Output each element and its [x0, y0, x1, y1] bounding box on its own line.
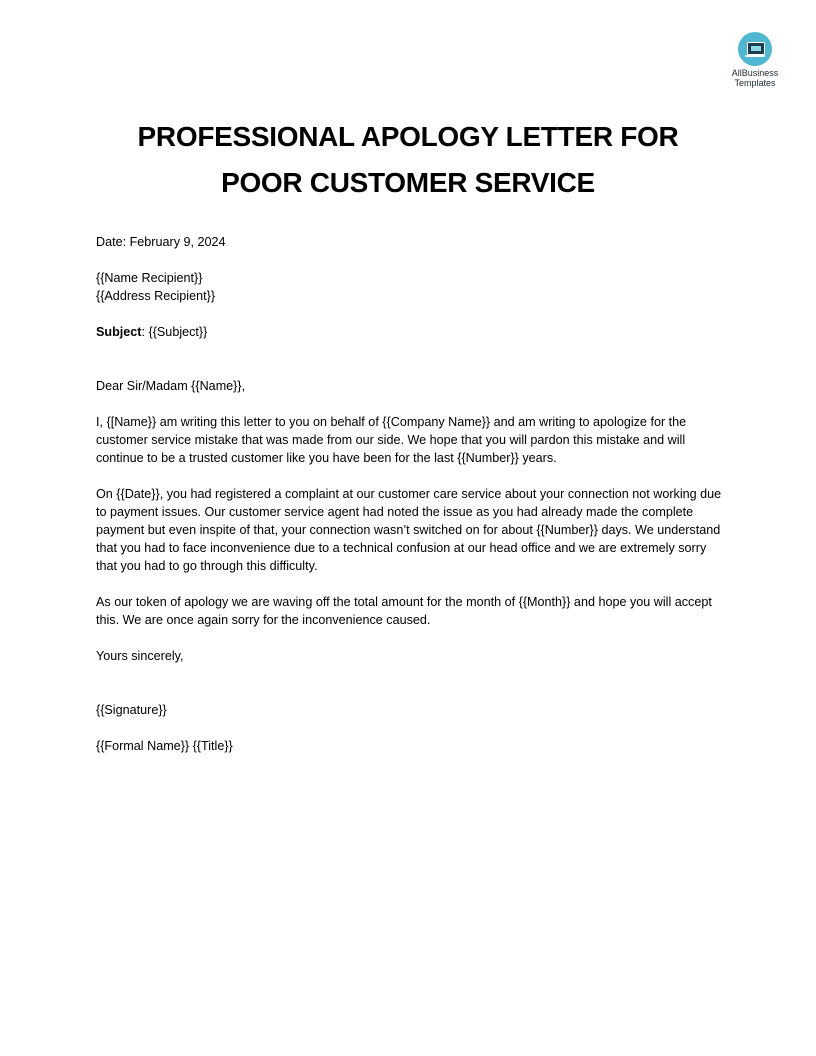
subject-label: Subject: [96, 325, 142, 339]
signature-placeholder: {{Signature}}: [96, 703, 167, 717]
laptop-icon: [738, 32, 772, 66]
title-line-2: POOR CUSTOMER SERVICE: [221, 167, 595, 198]
formal-name-title: {{Formal Name}} {{Title}}: [96, 739, 233, 753]
recipient-name: {{Name Recipient}}: [96, 271, 203, 285]
paragraph-2: On {{Date}}, you had registered a complaint at our customer care service about your connection not working due to payment issues. Our customer service agent had noted the issue as you had already made the complete payment but even inspite of that, your connection wasn’t switched on for about {{Number}} days. We understand that you had to face inconvenience due to a technical confusion at our head office and we are extremely sorry that you had to go through this difficulty.: [96, 487, 722, 573]
closing: Yours sincerely,: [96, 649, 184, 663]
paragraph-1: I, {[Name}} am writing this letter to you on behalf of {{Company Name}} and am writing to apologize for the customer service mistake that was made from our side. We hope that you will pardon this mistake and will continue to be a trusted customer like you have been for the last {{Number}} years.: [96, 415, 687, 465]
logo-text: AllBusiness Templates: [731, 68, 779, 88]
salutation: Dear Sir/Madam {{Name}},: [96, 379, 246, 393]
paragraph-3: As our token of apology we are waving off the total amount for the month of {{Month}} and hope you will accept this. We are once again sorry for the inconvenience caused.: [96, 595, 712, 627]
letter-date: Date: February 9, 2024: [96, 235, 226, 249]
document-title: [60, 114, 756, 206]
letter-body: [96, 233, 726, 755]
allbusiness-templates-logo: [722, 32, 788, 88]
subject-value: : {{Subject}}: [141, 325, 208, 339]
recipient-address: {{Address Recipient}}: [96, 289, 216, 303]
subject-line: [96, 323, 726, 341]
title-line-1: PROFESSIONAL APOLOGY LETTER FOR: [137, 121, 679, 152]
